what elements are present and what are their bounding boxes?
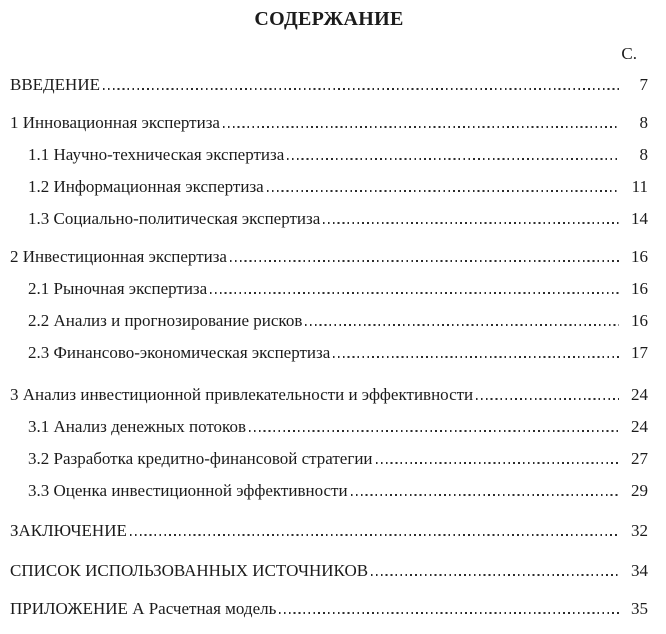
- leader-dots: [371, 574, 619, 576]
- toc-page-number: 32: [631, 521, 648, 540]
- toc-entry-label: 1.2 Информационная экспертиза: [28, 177, 264, 196]
- leader-dots: [287, 158, 619, 160]
- toc-entry: [10, 273, 648, 305]
- toc-entry-label: 1 Инновационная экспертиза: [10, 113, 220, 132]
- toc-entry: [10, 305, 648, 337]
- leader-dots: [249, 430, 619, 432]
- toc-entry-label: ЗАКЛЮЧЕНИЕ: [10, 521, 127, 540]
- toc-entry: [10, 203, 648, 235]
- toc-entry-label: 1.1 Научно-техническая экспертиза: [28, 145, 285, 164]
- toc-entry-label: 2 Инвестиционная экспертиза: [10, 247, 227, 266]
- leader-dots: [476, 398, 619, 400]
- toc-page-number: 11: [631, 177, 648, 196]
- leader-dots: [279, 612, 619, 614]
- leader-dots: [130, 534, 619, 536]
- toc-entry: [10, 475, 648, 507]
- toc-entry: [10, 171, 648, 203]
- toc-page-number: 16: [631, 247, 648, 266]
- toc-entry: [10, 411, 648, 443]
- page-column-header: С.: [621, 44, 637, 63]
- toc-page-number: 27: [631, 449, 648, 468]
- toc-entry: [10, 555, 648, 587]
- toc-entry-label: 3.2 Разработка кредитно-финансовой стратегии: [28, 449, 373, 468]
- leader-dots: [323, 222, 619, 224]
- toc-page-number: 8: [639, 145, 648, 164]
- toc-entry-label: 2.1 Рыночная экспертиза: [28, 279, 208, 298]
- toc-page-number: 34: [631, 561, 648, 580]
- toc-page-number: 29: [631, 481, 648, 500]
- toc-entry: [10, 69, 648, 101]
- leader-dots: [351, 494, 619, 496]
- toc-entry-label: 3 Анализ инвестиционной привлекательности и эффективности: [10, 385, 474, 404]
- toc-page-number: 8: [639, 113, 648, 132]
- table-of-contents: [10, 69, 648, 625]
- toc-entry-label: ПРИЛОЖЕНИЕ А Расчетная модель: [10, 599, 277, 618]
- leader-dots: [333, 356, 619, 358]
- leader-dots: [103, 88, 619, 90]
- toc-page-number: 24: [631, 417, 648, 436]
- toc-entry-label: 3.1 Анализ денежных потоков: [28, 417, 246, 436]
- toc-entry-label: СПИСОК ИСПОЛЬЗОВАННЫХ ИСТОЧНИКОВ: [10, 561, 369, 580]
- toc-entry: [10, 337, 648, 369]
- toc-entry-label: 3.3 Оценка инвестиционной эффективности: [28, 481, 348, 500]
- toc-entry: [10, 139, 648, 171]
- toc-title: СОДЕРЖАНИЕ: [254, 8, 404, 30]
- leader-dots: [305, 324, 619, 326]
- leader-dots: [230, 260, 619, 262]
- toc-entry: [10, 241, 648, 273]
- toc-page-number: 7: [639, 75, 648, 94]
- toc-page-number: 35: [631, 599, 648, 618]
- toc-entry: [10, 107, 648, 139]
- toc-entry-label: ВВЕДЕНИЕ: [10, 75, 100, 94]
- toc-page-number: 16: [631, 279, 648, 298]
- toc-page-number: 16: [631, 311, 648, 330]
- toc-entry: [10, 379, 648, 411]
- leader-dots: [267, 190, 619, 192]
- toc-page-number: 14: [631, 209, 648, 228]
- toc-page-number: 17: [631, 343, 648, 362]
- toc-page-number: 24: [631, 385, 648, 404]
- toc-entry-label: 2.3 Финансово-экономическая экспертиза: [28, 343, 331, 362]
- toc-entry-label: 1.3 Социально-политическая экспертиза: [28, 209, 321, 228]
- toc-entry: [10, 515, 648, 547]
- leader-dots: [223, 126, 619, 128]
- toc-entry: [10, 443, 648, 475]
- toc-entry: [10, 593, 648, 625]
- toc-entry-label: 2.2 Анализ и прогнозирование рисков: [28, 311, 303, 330]
- leader-dots: [210, 292, 619, 294]
- leader-dots: [376, 462, 619, 464]
